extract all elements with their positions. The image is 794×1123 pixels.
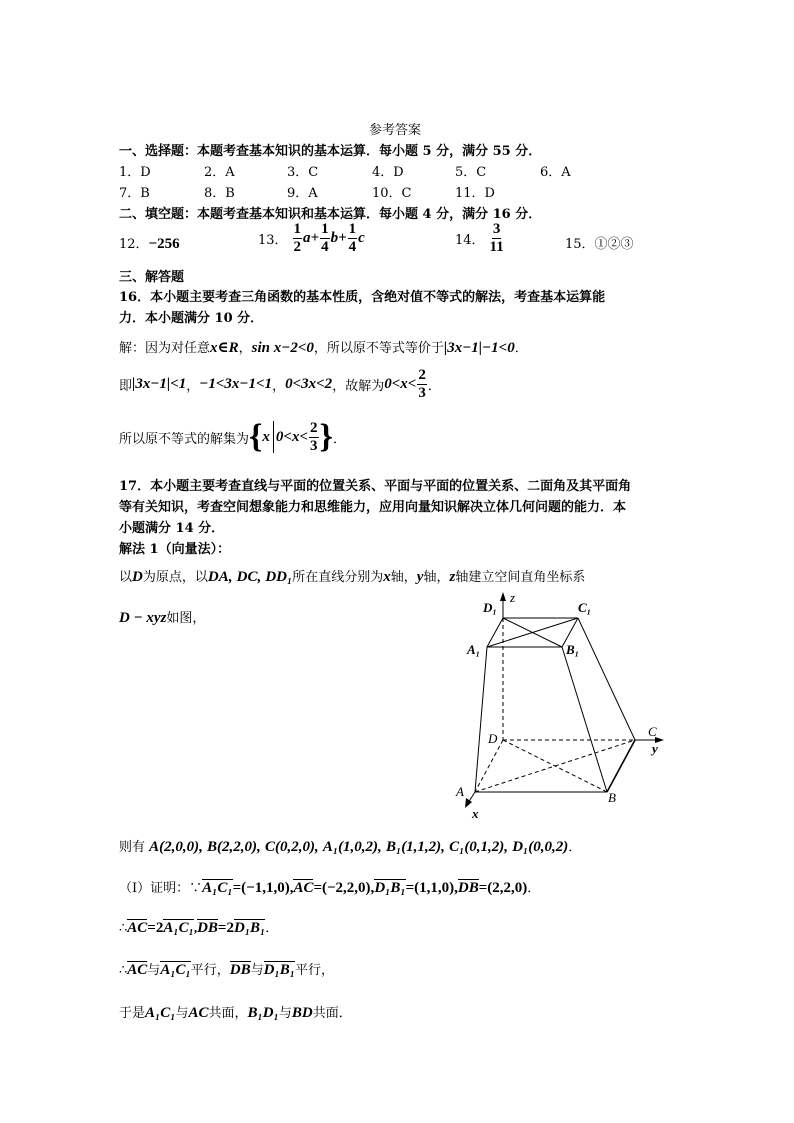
fraction: $\frac{1}{2}$	[293, 221, 302, 255]
q17-therefore-line2: ∴AC与A₁C₁平行，DB与D₁B₁平行，	[119, 962, 334, 978]
answer-7: 7．B	[119, 186, 150, 201]
q17-intro-line1: 17．本小题主要考查直线与平面的位置关系、平面与平面的位置关系、二面角及其平面角	[119, 479, 632, 494]
q17-intro-line3: 小题满分 14 分．	[119, 521, 225, 536]
svg-text:y: y	[652, 741, 658, 756]
vector-DB: DB	[457, 880, 479, 896]
section3-heading: 三、解答题	[119, 270, 185, 285]
fraction: $\frac{1}{4}$	[348, 221, 357, 255]
answer-8: 8．B	[204, 186, 235, 201]
q17-coord-setup-line: 以D为原点，以DA, DC, DD₁所在直线分别为x轴，y轴，z轴建立空间直角坐标系	[119, 569, 586, 585]
q17-method-label: 解法 1（向量法）：	[119, 542, 231, 557]
fill-answer-15: 15．①②③	[565, 237, 634, 252]
svg-text:A: A	[456, 784, 464, 799]
q17-conclusion-line: 于是A₁C₁与AC共面，B₁D₁与BD共面．	[119, 1005, 352, 1021]
section2-heading: 二、填空题：本题考查基本知识和基本运算．每小题 4 分，满分 16 分．	[119, 207, 542, 222]
left-brace: {	[249, 418, 263, 455]
section1-heading: 一、选择题：本题考查基本知识的基本运算．每小题 5 分，满分 55 分．	[119, 144, 542, 159]
svg-text:z: z	[510, 590, 516, 605]
right-brace: }	[319, 418, 333, 455]
fraction: $\frac{3}{11}$	[489, 221, 504, 255]
svg-text:A₁: A₁	[467, 642, 481, 657]
vector-AC: AC	[293, 880, 314, 896]
q16-solution-line2: 即 |3x−1|<1 ， −1<3x−1<1 ， 0<3x<2 ，故解为 0<x< $\frac{2}{3}$ ．	[119, 367, 441, 401]
answer-10: 10．C	[372, 186, 412, 201]
q17-coord-system-line: D − xyz如图，	[119, 610, 206, 626]
svg-text:x: x	[472, 806, 479, 821]
z-axis-arrow-icon	[500, 592, 506, 601]
fill-answer-14: 14． $\frac{3}{11}$	[455, 221, 504, 255]
q16-intro-line1: 16．本小题主要考查三角函数的基本性质，含绝对值不等式的解法，考查基本运算能	[119, 290, 606, 305]
fill-answer-12: 12．−256	[119, 236, 180, 252]
q17-proof-line: （Ⅰ）证明：∵A₁C₁=(−1,1,0),AC=(−2,2,0),D₁B₁=(1,1,0),DB=(2,2,0)．	[119, 880, 541, 896]
svg-text:D: D	[488, 731, 498, 746]
fill-answer-13: 13． $\frac{1}{2}$ a+ $\frac{1}{4}$ b+ $\frac{1}{4}$ c	[258, 221, 365, 255]
svg-text:C₁: C₁	[578, 600, 592, 615]
answer-9: 9．A	[287, 186, 318, 201]
answer-11: 11．D	[455, 186, 495, 201]
svg-text:B: B	[608, 790, 616, 805]
fraction: $\frac{1}{4}$	[321, 221, 329, 255]
svg-text:D₁: D₁	[483, 600, 497, 615]
answer-1: 1．D	[119, 165, 151, 180]
x-axis-arrow-icon	[465, 798, 472, 808]
answer-5: 5．C	[455, 165, 487, 180]
q17-therefore-line1: ∴AC=2A₁C₁,DB=2D₁B₁．	[119, 920, 279, 936]
svg-text:B₁: B₁	[566, 642, 580, 657]
vector-A1C1: A₁C₁	[202, 880, 233, 896]
fraction: $\frac{2}{3}$	[418, 367, 426, 401]
q17-coordinates-line: 则有 A(2,0,0), B(2,2,0), C(0,2,0), A₁(1,0,2), B₁(1,1,2), C₁(0,1,2), D₁(0,0,2)．	[119, 839, 582, 855]
vector-D1B1: D₁B₁	[374, 880, 406, 896]
svg-text:C: C	[648, 724, 657, 739]
q16-solution-line1: 解：因为对任意x∈R，sin x−2<0，所以原不等式等价于|3x−1|−1<0．	[119, 340, 528, 356]
truncated-pyramid-figure	[440, 585, 680, 825]
q16-intro-line2: 力．本小题满分 10 分．	[119, 311, 264, 326]
answer-2: 2．A	[204, 165, 235, 180]
fraction: $\frac{2}{3}$	[310, 419, 318, 454]
q16-solution-line3: 所以原不等式的解集为 { x 0<x< $\frac{2}{3}$ } ．	[119, 418, 346, 455]
page-title: 参考答案	[369, 123, 422, 138]
answer-3: 3．C	[287, 165, 319, 180]
answer-4: 4．D	[372, 165, 404, 180]
answer-6: 6．A	[540, 165, 571, 180]
q17-intro-line2: 等有关知识，考查空间想象能力和思维能力，应用向量知识解决立体几何问题的能力．本	[119, 500, 627, 515]
